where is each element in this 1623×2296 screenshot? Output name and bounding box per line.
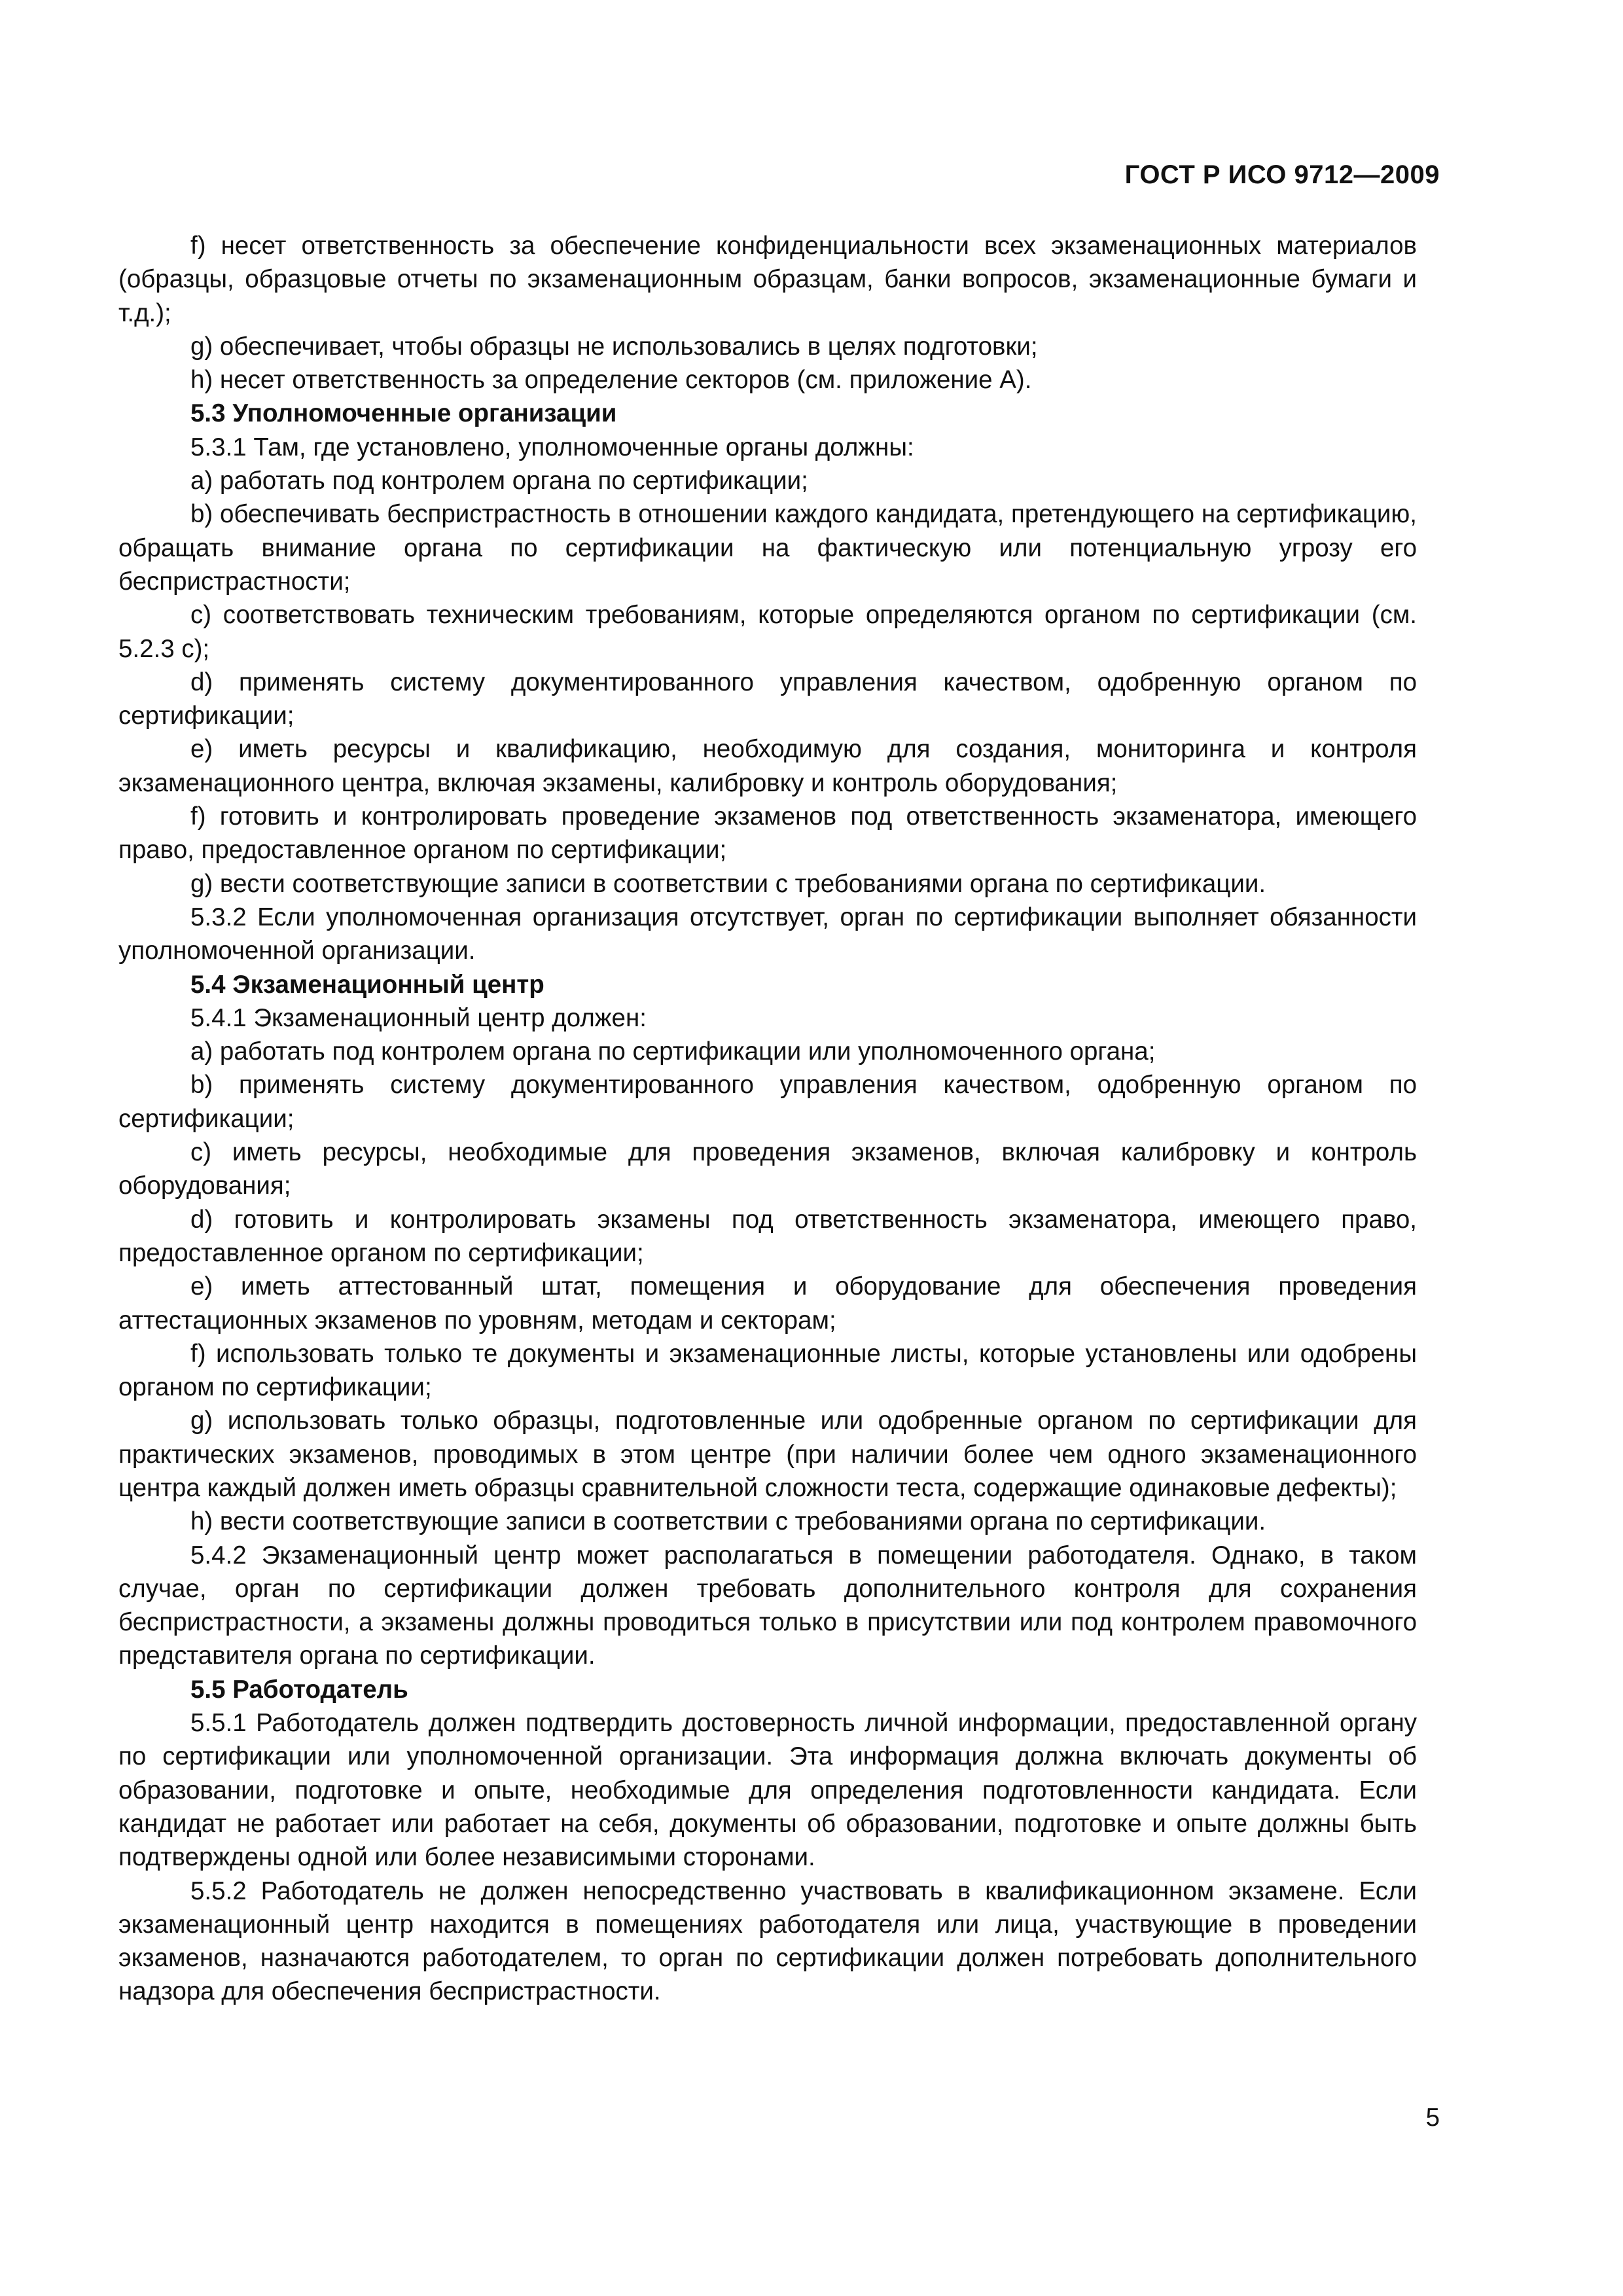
paragraph: c) иметь ресурсы, необходимые для проведения экзаменов, включая калибровку и контроль оборудования; <box>118 1138 1417 1200</box>
paragraph: f) использовать только те документы и экзаменационные листы, которые установлены или одобрены органом по сертификации; <box>118 1339 1417 1402</box>
section-heading: 5.3 Уполномоченные организации <box>190 399 617 428</box>
paragraph: 5.4.2 Экзаменационный центр может располагаться в помещении работодателя. Однако, в таком случае, орган по сертификации должен требовать дополнительного контроля для сохранения беспристрастности, а экзамены должны проводиться только в присутствии или под контролем правомочного представителя органа по сертификации. <box>118 1541 1417 1670</box>
paragraph: 5.3.1 Там, где установлено, уполномоченные органы должны: <box>190 433 914 461</box>
paragraph: b) применять систему документированного управления качеством, одобренную органом по сертификации; <box>118 1071 1417 1133</box>
paragraph: e) иметь ресурсы и квалификацию, необходимую для создания, мониторинга и контроля экзаменационного центра, включая экзамены, калибровку и контроль оборудования; <box>118 735 1417 797</box>
paragraph: d) готовить и контролировать экзамены под ответственность экзаменатора, имеющего право, предоставленное органом по сертификации; <box>118 1205 1417 1267</box>
paragraph: c) соответствовать техническим требованиям, которые определяются органом по сертификации (см. 5.2.3 c); <box>118 601 1417 663</box>
paragraph: d) применять систему документированного управления качеством, одобренную органом по сертификации; <box>118 668 1417 730</box>
paragraph: g) обеспечивает, чтобы образцы не использовались в целях подготовки; <box>190 332 1038 361</box>
paragraph: g) использовать только образцы, подготовленные или одобренные органом по сертификации для практических экзаменов, проводимых в этом центре (при наличии более чем одного экзаменационного центра каждый должен иметь образцы сравнительной сложности теста, содержащие одинаковые дефекты); <box>118 1407 1417 1502</box>
paragraph: e) иметь аттестованный штат, помещения и оборудование для обеспечения проведения аттестационных экзаменов по уровням, методам и секторам; <box>118 1272 1417 1335</box>
paragraph: g) вести соответствующие записи в соответствии с требованиями органа по сертификации. <box>190 869 1266 898</box>
paragraph: b) обеспечивать беспристрастность в отношении каждого кандидата, претендующего на сертификацию, обращать внимание органа по сертификации на фактическую или потенциальную угрозу его беспристрастности; <box>118 500 1417 596</box>
paragraph: f) готовить и контролировать проведение экзаменов под ответственность экзаменатора, имеющего право, предоставленное органом по сертификации; <box>118 802 1417 865</box>
section-heading: 5.5 Работодатель <box>190 1675 408 1704</box>
paragraph: f) несет ответственность за обеспечение конфиденциальности всех экзаменационных материалов (образцы, образцовые отчеты по экзаменационным образцам, банки вопросов, экзаменационные бумаги и т.д.); <box>118 232 1417 327</box>
paragraph: h) вести соответствующие записи в соответствии с требованиями органа по сертификации. <box>190 1507 1266 1536</box>
paragraph: a) работать под контролем органа по сертификации; <box>190 467 808 495</box>
paragraph: a) работать под контролем органа по сертификации или уполномоченного органа; <box>190 1037 1156 1066</box>
page-number: 5 <box>1425 2104 1440 2132</box>
paragraph: h) несет ответственность за определение секторов (см. приложение А). <box>190 366 1032 395</box>
paragraph: 5.4.1 Экзаменационный центр должен: <box>190 1003 647 1032</box>
paragraph: 5.5.1 Работодатель должен подтвердить достоверность личной информации, предоставленной органу по сертификации или уполномоченной организации. Эта информация должна включать документы об образовании, подготовке и опыте, необходимые для определения подготовленности кандидата. Если кандидат не работает или работает на себя, документы об образовании, подготовке и опыте должны быть подтверждены одной или более независимыми сторонами. <box>118 1709 1417 1872</box>
section-heading: 5.4 Экзаменационный центр <box>190 970 544 999</box>
paragraph: 5.3.2 Если уполномоченная организация отсутствует, орган по сертификации выполняет обязанности уполномоченной организации. <box>118 903 1417 965</box>
paragraph: 5.5.2 Работодатель не должен непосредственно участвовать в квалификационном экзамене. Если экзаменационный центр находится в помещениях работодателя или лица, участвующие в проведении экзаменов, назначаются работодателем, то орган по сертификации должен потребовать дополнительного надзора для обеспечения беспристрастности. <box>118 1876 1417 2006</box>
standard-designation: ГОСТ Р ИСО 9712—2009 <box>1124 160 1440 189</box>
document-body <box>118 229 1417 2009</box>
